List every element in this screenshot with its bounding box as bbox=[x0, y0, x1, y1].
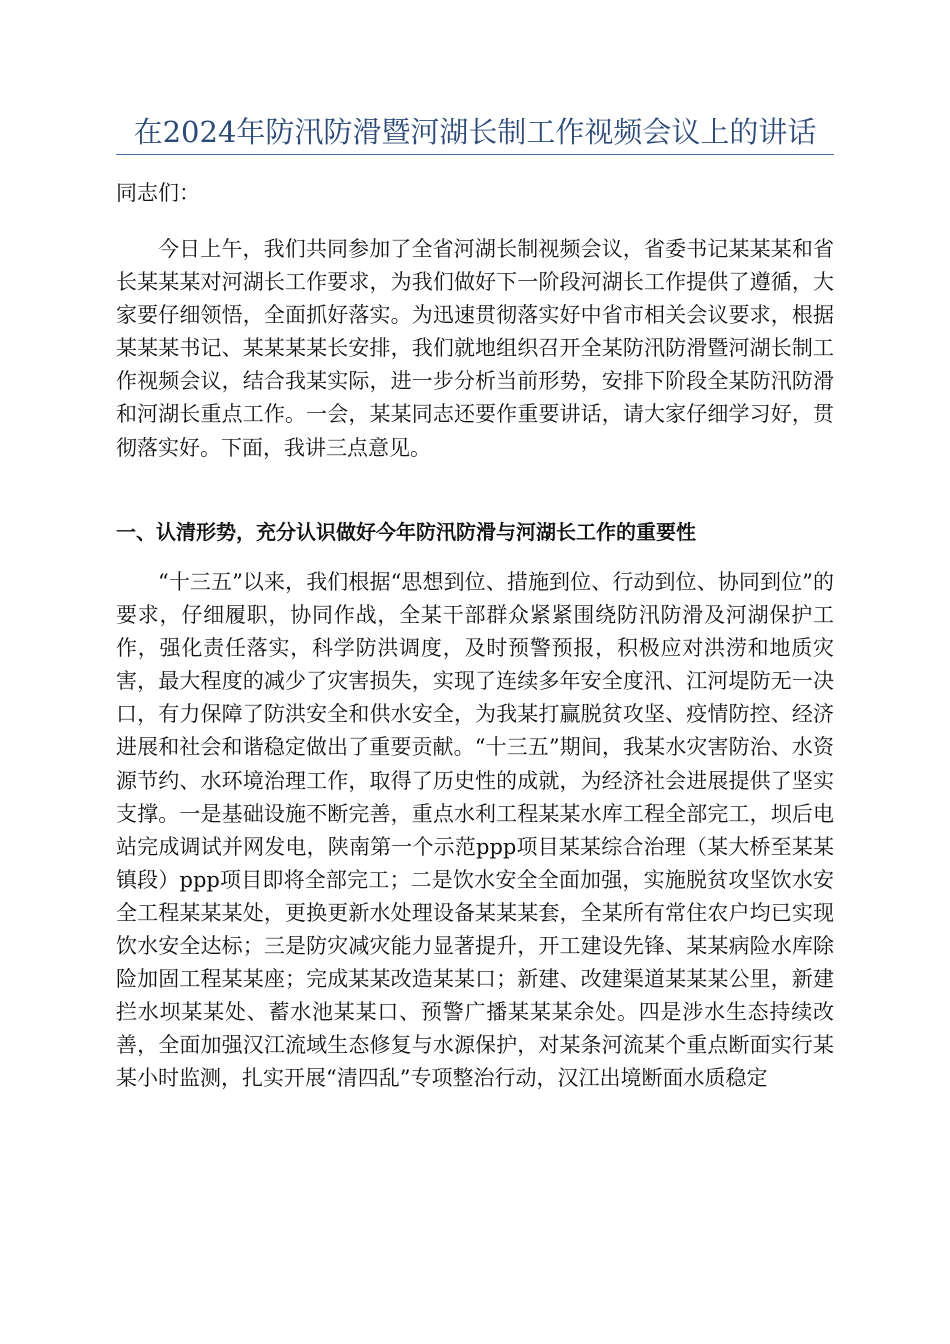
document-title: 在2024年防汛防滑暨河湖长制工作视频会议上的讲话 bbox=[133, 115, 817, 149]
salutation: 同志们： bbox=[116, 181, 200, 205]
section-paragraph: “十三五”以来，我们根据“思想到位、措施到位、行动到位、协同到位”的要求，仔细履职，协同作战，全某干部群众紧紧围绕防汛防滑及河湖保护工作，强化责任落实，科学防洪调度，及时预警预报，积极应对洪涝和地质灾害，最大程度的减少了灾害损失，实现了连续多年安全度汛、江河堤防无一决口，有力保障了防洪安全和供水安全，为我某打赢脱贫攻坚、疫情防控、经济进展和社会和谐稳定做出了重要贡献。“十三五”期间，我某水灾害防治、水资源节约、水环境治理工作，取得了历史性的成就，为经济社会进展提供了坚实支撑。一是基础设施不断完善，重点水利工程某某水库工程全部完工，坝后电站完成调试并网发电，陕南第一个示范ppp项目某某综合治理（某大桥至某某镇段）ppp项目即将全部完工；二是饮水安全全面加强，实施脱贫攻坚饮水安全工程某某某处，更换更新水处理设备某某某套，全某所有常住农户均已实现饮水安全达标；三是防灾减灾能力显著提升，开工建设先锋、某某病险水库除险加固工程某某座；完成某某改造某某口；新建、改建渠道某某某公里，新建拦水坝某某处、蓄水池某某口、预警广播某某某余处。四是涉水生态持续改善，全面加强汉江流域生态修复与水源保护，对某条河流某个重点断面实行某某小时监测，扎实开展“清四乱”专项整治行动，汉江出境断面水质稳定 bbox=[116, 570, 834, 1091]
title-underline bbox=[116, 154, 834, 155]
opening-paragraph: 今日上午，我们共同参加了全省河湖长制视频会议，省委书记某某某和省长某某某对河湖长工作要求，为我们做好下一阶段河湖长工作提供了遵循，大家要仔细领悟，全面抓好落实。为迅速贯彻落实好中省市相关会议要求，根据某某某书记、某某某某长安排，我们就地组织召开全某防汛防滑暨河湖长制工作视频会议，结合我某实际，进一步分析当前形势，安排下阶段全某防汛防滑和河湖长重点工作。一会，某某同志还要作重要讲话，请大家仔细学习好，贯彻落实好。下面，我讲三点意见。 bbox=[116, 237, 834, 460]
section-heading: 一、认清形势，充分认识做好今年防汛防滑与河湖长工作的重要性 bbox=[116, 520, 696, 544]
